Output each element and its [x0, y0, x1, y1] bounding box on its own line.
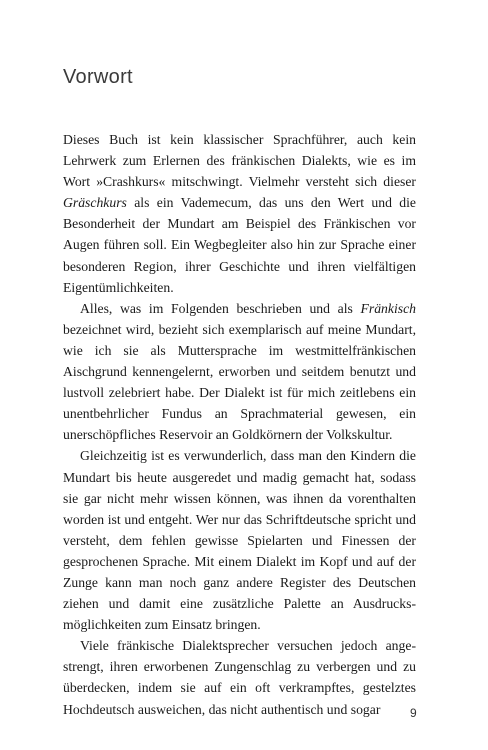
body-text [63, 129, 416, 720]
chapter-heading: Vorwort [63, 66, 133, 88]
paragraph-4: Viele fränkische Dialektsprecher versuchen jedoch angestrengt, ihren erworbenen Zungenschlag zu verbergen und zu überdecken, indem sie auf ein oft verkrampftes, gestelztes Hochdeutsch ausweichen, das nicht authentisch und sogar [63, 638, 416, 717]
paragraph-2: Alles, was im Folgenden beschrieben und als Fränkisch bezeichnet wird, bezieht sich exemplarisch auf meine Mundart, wie ich sie als Muttersprache im westmittelfränkischen Aischgrund kennengelernt, erworben und seitdem benutzt und lustvoll zelebriert habe. Der Dialekt ist für mich zeitlebens ein unentbehrlicher Fundus an Sprachmaterial gewesen, ein unerschöpfliches Reservoir an Goldkörnern der Volkskultur. [63, 300, 416, 443]
paragraph-3: Gleichzeitig ist es verwunderlich, dass man den Kindern die Mundart bis heute ausgeredet und madig gemacht hat, sodass sie gar nicht mehr wissen können, was ihnen da vorenthalten worden ist und entgeht. Wer nur das Schriftdeutsche spricht und versteht, dem fehlen gewisse Spielarten und Finessen der gesprochenen Sprache. Mit einem Dialekt im Kopf und auf der Zunge kann man noch ganz andere Register des Deutschen ziehen und damit eine zusätzliche Palette an Ausdrucksmöglichkeiten zum Einsatz bringen. [63, 448, 416, 633]
page-number: 9 [410, 706, 417, 720]
paragraph-1: Dieses Buch ist kein klassischer Sprachführer, auch kein Lehrwerk zum Erlernen des fränkischen Dialekts, wie es im Wort »Crashkurs« mitschwingt. Vielmehr versteht sich dieser Gräschkurs als ein Vademecum, das uns den Wert und die Besonderheit der Mundart am Beispiel des Fränkischen vor Augen führen soll. Ein Wegbegleiter also hin zur Sprache einer besonderen Region, ihrer Geschichte und ihren vielfältigen Eigentümlichkeiten. [63, 132, 416, 295]
